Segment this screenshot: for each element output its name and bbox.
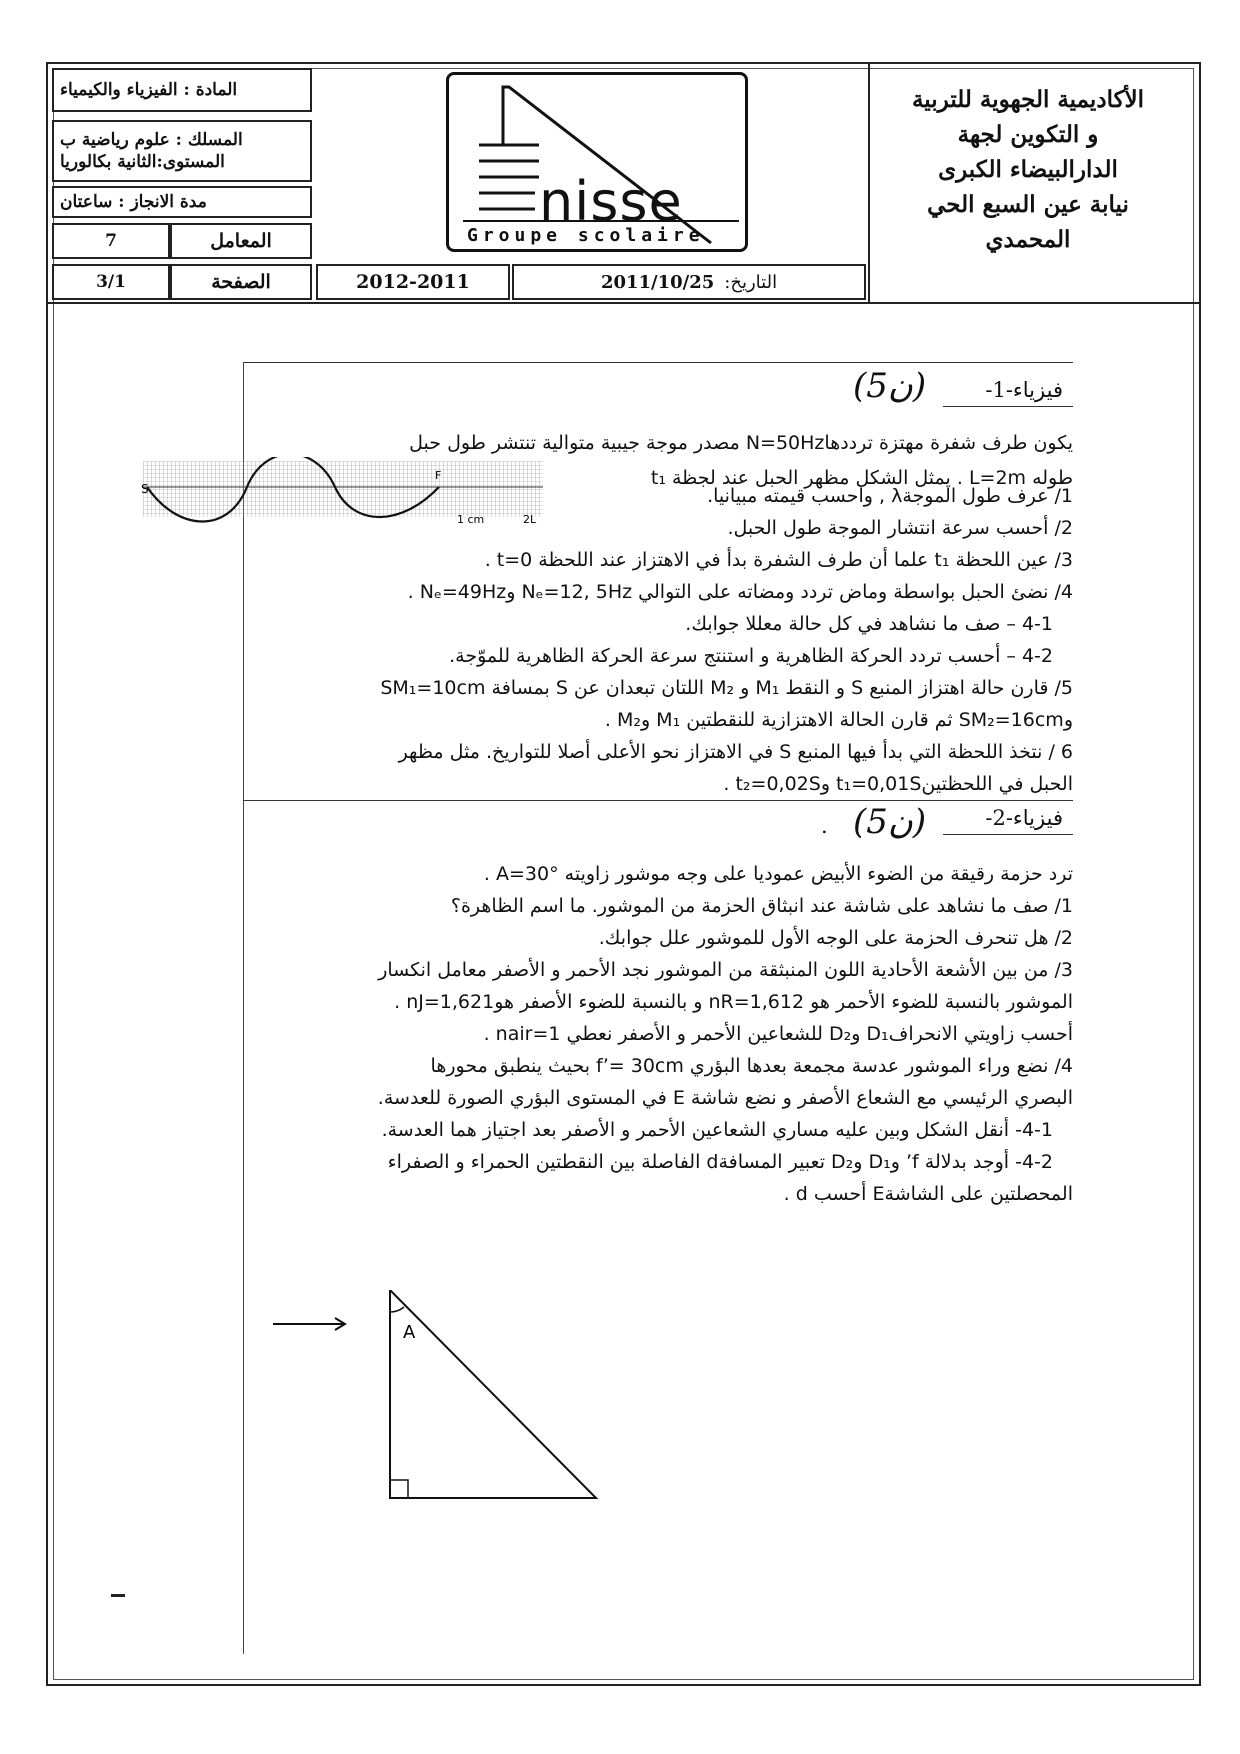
scale-label: 1 cm <box>457 513 485 526</box>
question-line: 6 / نتخذ اللحظة التي بدأ فيها المنبع S في الاهتزاز نحو الأعلى أصلا للتواريخ. مثل مظهر <box>398 741 1073 763</box>
physics1-title: فيزياء-1- <box>985 378 1063 402</box>
school-logo <box>446 72 748 252</box>
section-rule <box>243 800 1073 801</box>
header-divider <box>868 62 870 304</box>
question-line: 4-1 – صف ما نشاهد في كل حالة معللا جوابك. <box>685 613 1053 635</box>
question-line: 3/ من بين الأشعة الأحادية اللون المنبثقة من الموشور نجد الأحمر و الأصفر معامل انكسار <box>378 959 1073 981</box>
date-label: التاريخ: <box>724 271 778 293</box>
prism-angle-label: A <box>403 1322 416 1343</box>
front-label: F <box>435 469 442 482</box>
question-line: الحبل في اللحظتينt₁=0,01S وt₂=0,02S . <box>723 773 1073 795</box>
question-line: 4-1- أنقل الشكل وبين عليه مساري الشعاعين الأحمر و الأصفر بعد اجتياز هما العدسة. <box>381 1119 1053 1141</box>
section-rule-top <box>243 362 1073 363</box>
subject-text: المادة : الفيزياء والكيمياء <box>60 80 238 100</box>
coef-value-cell <box>52 223 170 259</box>
date-value: 2011/10/25 <box>600 271 715 293</box>
question-line: 4-2 – أحسب تردد الحركة الظاهرية و استنتج سرعة الحركة الظاهرية للموّجة. <box>449 645 1053 667</box>
question-line: 5/ قارن حالة اهتزاز المنبع S و النقط M₁ و M₂ اللتان تبعدان عن S بمسافة SM₁=10cm <box>380 677 1073 699</box>
exam-content <box>141 362 1073 1654</box>
prism-figure <box>273 1290 653 1520</box>
track-cell <box>52 120 312 182</box>
page-value-cell <box>52 264 170 300</box>
source-label: S <box>141 482 149 496</box>
date-cell <box>512 264 866 300</box>
year-cell <box>316 264 510 300</box>
question-line: وSM₂=16cm ثم قارن الحالة الاهتزازية للنقطتين M₁ وM₂ . <box>604 709 1073 731</box>
header-bottom-rule <box>46 302 1201 304</box>
logo-name: nisse <box>539 170 683 233</box>
physics2-score: (5ن) <box>853 802 927 842</box>
duration-cell <box>52 186 312 218</box>
question-line: 2/ هل تنحرف الحزمة على الوجه الأول للموشور علل جوابك. <box>598 927 1073 949</box>
question-line: الموشور بالنسبة للضوء الأحمر هو nR=1,612 و بالنسبة للضوء الأصفر هوnJ=1,621 . <box>394 991 1073 1013</box>
physics1-intro-line: يكون طرف شفرة مهتزة ترددهاN=50Hz مصدر موجة جيبية متوالية تنتشر طول حبل <box>409 432 1073 454</box>
prism <box>390 1290 596 1498</box>
graph-paper <box>143 461 543 517</box>
track-text: المسلك : علوم رياضية ب <box>60 130 243 150</box>
logo-subtitle: Groupe scolaire <box>467 225 705 246</box>
duration-text: مدة الانجاز : ساعتان <box>60 192 207 212</box>
question-line: أحسب زاويتي الانحرافD₁ وD₂ للشعاعين الأحمر و الأصفر نعطي nair=1 . <box>483 1023 1073 1045</box>
question-line: 4/ نضئ الحبل بواسطة وماض تردد ومضاته على التوالي Nₑ=12, 5Hz وNₑ=49Hz . <box>407 581 1073 603</box>
academy-line: الأكاديمية الجهوية للتربية <box>911 86 1145 113</box>
physics1-score: (5ن) <box>853 366 927 406</box>
question-line: 4-2- أوجد بدلالة f’ وD₁ وD₂ تعبير المسافةd الفاصلة بين النقطتين الحمراء و الصفراء <box>387 1151 1053 1173</box>
subject-cell <box>52 68 312 112</box>
scale-end-label: 2L <box>523 513 537 526</box>
title-underline <box>943 834 1073 835</box>
question-line: المحصلتين على الشاشةE أحسب d . <box>783 1183 1073 1205</box>
academy-line: الدارالبيضاء الكبرى <box>938 156 1118 183</box>
question-line: ترد حزمة رقيقة من الضوء الأبيض عموديا على وجه موشور زاويته A=30° . <box>483 863 1073 885</box>
question-line: 2/ أحسب سرعة انتشار الموجة طول الحبل. <box>727 517 1073 539</box>
year-text: 2012-2011 <box>356 271 470 293</box>
level-text: المستوى:الثانية بكالوريا <box>60 152 225 172</box>
scan-mark <box>111 1594 125 1597</box>
physics2-title: فيزياء-2- <box>985 806 1063 830</box>
physics2-title-dot: . <box>821 814 828 838</box>
question-line: 1/ عرف طول الموجةλ , واحسب قيمته مبيانيا. <box>707 485 1073 507</box>
right-angle-mark <box>390 1480 408 1498</box>
academy-line: و التكوين لجهة <box>957 121 1099 148</box>
coef-label: المعامل <box>210 230 272 252</box>
title-underline <box>943 406 1073 407</box>
page-label: الصفحة <box>211 271 271 293</box>
academy-block <box>878 82 1178 257</box>
academy-line: نيابة عين السبع الحي <box>927 191 1129 218</box>
apex-angle-arc <box>390 1307 404 1312</box>
physics1-intro-line: طوله L=2m . يمثل الشكل مظهر الحبل عند لجظة t₁ <box>650 467 1073 489</box>
page-label-cell <box>170 264 312 300</box>
page-value: 3/1 <box>96 272 126 292</box>
question-line: 4/ نضع وراء الموشور عدسة مجمعة بعدها البؤري f’= 30cm بحيث ينطبق محورها <box>430 1055 1073 1077</box>
coef-value: 7 <box>105 231 117 251</box>
coef-label-cell <box>170 223 312 259</box>
question-line: 1/ صف ما نشاهد على شاشة عند انبثاق الحزمة من الموشور. ما اسم الظاهرة؟ <box>450 895 1073 917</box>
rope-wave-figure <box>139 457 549 529</box>
academy-line: المحمدي <box>985 226 1071 253</box>
question-line: 3/ عين اللحظة t₁ علما أن طرف الشفرة بدأ في الاهتزاز عند اللحظة t=0 . <box>484 549 1073 571</box>
question-line: البصري الرئيسي مع الشعاع الأصفر و نضع شاشة E في المستوى البؤري الصورة للعدسة. <box>377 1087 1073 1109</box>
